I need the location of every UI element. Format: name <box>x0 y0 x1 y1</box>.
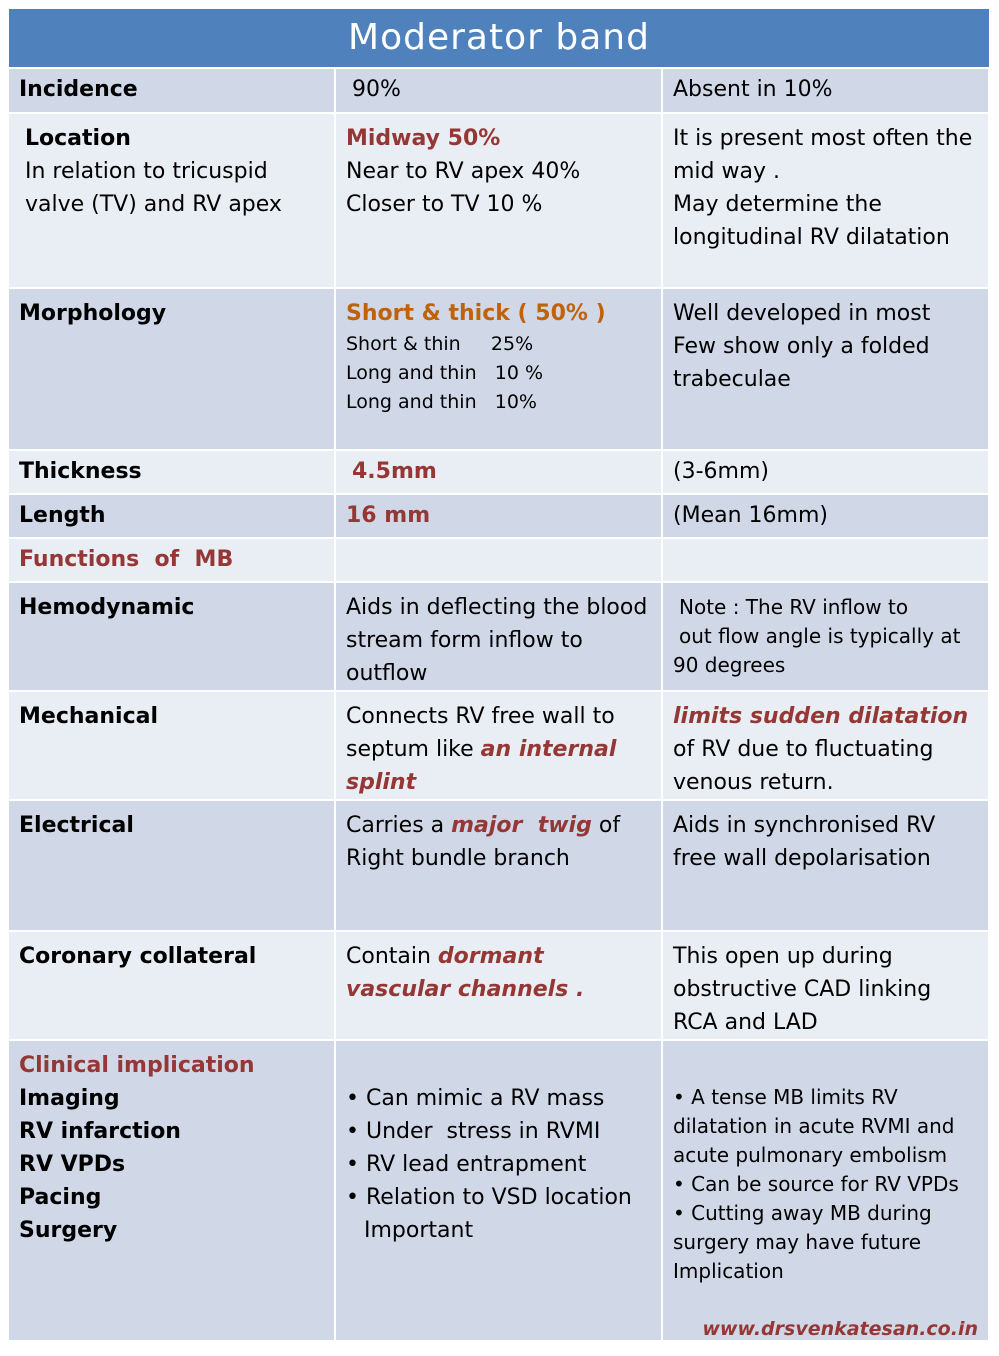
row-value-cell <box>335 691 662 800</box>
row-value-cell <box>335 800 662 931</box>
row-thickness <box>9 450 989 494</box>
row-note: May determine the longitudinal RV dilatation <box>673 192 950 250</box>
section-heading: Clinical implication <box>19 1053 255 1078</box>
bullet-item: • Cutting away MB during surgery may have future Implication <box>673 1199 978 1286</box>
row-location <box>9 113 989 288</box>
row-note-cell <box>662 582 989 691</box>
row-label-cell <box>9 113 335 288</box>
bullet-item: • A tense MB limits RV dilatation in acute RVMI and acute pulmonary embolism <box>673 1083 978 1170</box>
row-value: Short & thin 25% <box>346 333 534 355</box>
row-value: 90% <box>335 69 662 113</box>
row-label: Mechanical <box>9 691 335 800</box>
row-hemodynamic <box>9 582 989 691</box>
row-value: Long and thin 10 % <box>346 362 544 384</box>
row-note: Note : The RV inflow to <box>679 595 909 619</box>
row-note-cell <box>662 288 989 450</box>
row-note-cell <box>662 691 989 800</box>
row-value: 16 mm <box>335 494 662 538</box>
page-title: Moderator band <box>9 9 989 69</box>
row-label: Incidence <box>9 69 335 113</box>
row-value: 4.5mm <box>335 450 662 494</box>
row-note: Few show only a folded trabeculae <box>673 334 930 392</box>
row-length <box>9 494 989 538</box>
bullet-item: • Under stress in RVMI <box>346 1115 651 1148</box>
row-label: Length <box>9 494 335 538</box>
row-value: Long and thin 10% <box>346 391 537 413</box>
row-value: Aids in deflecting the blood stream form inflow to outflow <box>335 582 662 691</box>
row-value: Near to RV apex 40% <box>346 159 581 184</box>
row-label: Electrical <box>9 800 335 931</box>
row-mechanical <box>9 691 989 800</box>
row-note: Well developed in most <box>673 301 931 326</box>
row-note-cell <box>662 113 989 288</box>
bullet-item: • Relation to VSD location Important <box>346 1181 651 1247</box>
row-note: out flow angle is typically at <box>679 624 961 648</box>
row-label: Thickness <box>9 450 335 494</box>
clinical-item: Surgery <box>19 1218 118 1243</box>
row-value-cell <box>335 931 662 1040</box>
row-note: 90 degrees <box>673 653 786 677</box>
row-note: (Mean 16mm) <box>662 494 989 538</box>
bullet-item: • RV lead entrapment <box>346 1148 651 1181</box>
row-value: of Right bundle branch <box>346 813 621 871</box>
row-note: Aids in synchronised RV free wall depolarisation <box>662 800 989 931</box>
row-label-sub: In relation to tricuspid valve (TV) and RV apex <box>25 159 282 217</box>
row-value-emphasis: an internal splint <box>346 737 617 795</box>
row-label: Hemodynamic <box>9 582 335 691</box>
moderator-band-table <box>9 9 989 1342</box>
row-note-cell <box>662 1040 989 1341</box>
clinical-item: RV VPDs <box>19 1152 126 1177</box>
clinical-item: Pacing <box>19 1185 102 1210</box>
section-heading: Functions of MB <box>9 538 335 582</box>
row-value-primary: Short & thick ( 50% ) <box>346 301 606 326</box>
website-link[interactable]: www.drsvenkatesan.co.in <box>702 1318 978 1340</box>
row-label-cell <box>9 1040 335 1341</box>
row-note: Absent in 10% <box>662 69 989 113</box>
clinical-item: RV infarction <box>19 1119 181 1144</box>
row-incidence <box>9 69 989 113</box>
row-value-cell <box>335 1040 662 1341</box>
row-value-cell <box>335 288 662 450</box>
row-functions-heading <box>9 538 989 582</box>
row-value: Closer to TV 10 % <box>346 192 543 217</box>
row-morphology <box>9 288 989 450</box>
row-label: Coronary collateral <box>9 931 335 1040</box>
row-note-emphasis: limits sudden dilatation <box>673 704 969 729</box>
row-value-cell <box>335 113 662 288</box>
row-label: Morphology <box>9 288 335 450</box>
bullet-item: • Can mimic a RV mass <box>346 1082 651 1115</box>
empty-cell <box>335 538 662 582</box>
row-coronary-collateral <box>9 931 989 1040</box>
empty-cell <box>662 538 989 582</box>
row-electrical <box>9 800 989 931</box>
row-value-emphasis: major twig <box>451 813 592 838</box>
info-table <box>9 69 990 1342</box>
bullet-item: • Can be source for RV VPDs <box>673 1170 978 1199</box>
row-clinical-implication <box>9 1040 989 1341</box>
clinical-item: Imaging <box>19 1086 120 1111</box>
row-value-primary: Midway 50% <box>346 126 501 151</box>
row-value-emphasis: dormant vascular channels . <box>346 944 585 1002</box>
row-note: It is present most often the mid way . <box>673 126 973 184</box>
row-value: Contain <box>346 944 438 969</box>
row-value: Carries a <box>346 813 452 838</box>
row-note: This open up during obstructive CAD linking RCA and LAD <box>662 931 989 1040</box>
row-label: Location <box>25 126 131 151</box>
row-note: (3-6mm) <box>662 450 989 494</box>
row-value: Connects RV free wall to septum like <box>346 704 615 762</box>
row-note: of RV due to fluctuating venous return. <box>673 737 934 795</box>
